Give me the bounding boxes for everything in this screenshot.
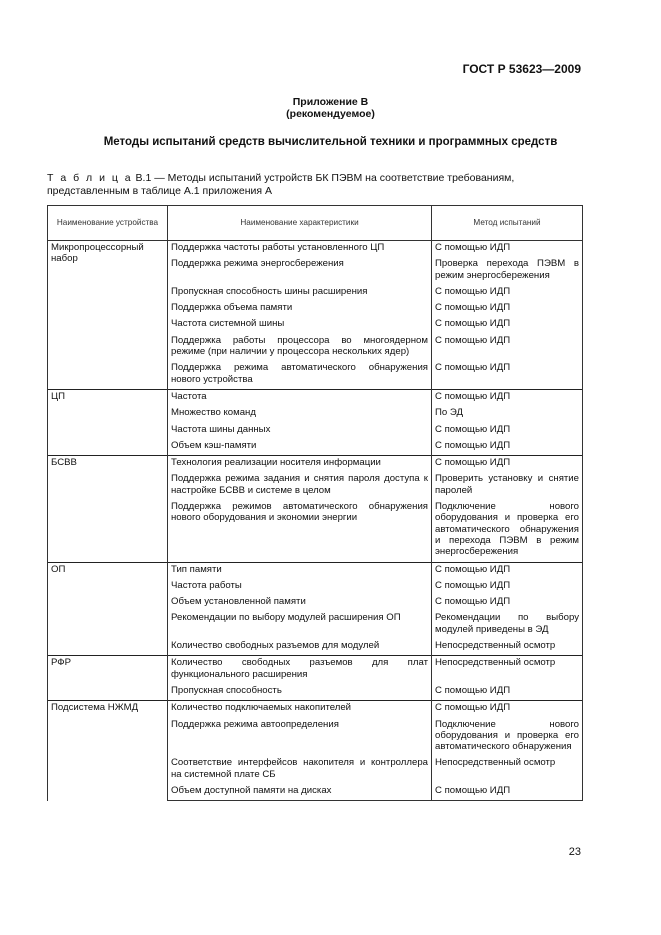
method-cell: С помощью ИДП: [432, 562, 583, 579]
page-number: 23: [568, 846, 581, 858]
device-cell: БСВВ: [48, 456, 168, 562]
characteristic-cell: Количество свободных разъемов для плат функционального расширения: [168, 656, 432, 684]
method-cell: Непосредственный осмотр: [432, 639, 583, 656]
characteristic-cell: Поддержка режимов автоматического обнаружения нового оборудования и экономии энергии: [168, 500, 432, 562]
characteristic-cell: Объем установленной памяти: [168, 595, 432, 611]
table-header-row: [48, 206, 583, 241]
device-cell: ОП: [48, 562, 168, 656]
characteristic-cell: Частота: [168, 389, 432, 406]
characteristic-cell: Поддержка режима задания и снятия пароля доступа к настройке БСВВ и системе в целом: [168, 472, 432, 500]
method-cell: Непосредственный осмотр: [432, 756, 583, 784]
method-cell: С помощью ИДП: [432, 389, 583, 406]
characteristic-cell: Пропускная способность шины расширения: [168, 285, 432, 301]
characteristic-cell: Поддержка режима автоматического обнаружения нового устройства: [168, 361, 432, 389]
method-cell: С помощью ИДП: [432, 784, 583, 801]
method-cell: С помощью ИДП: [432, 361, 583, 389]
table-row: [48, 456, 583, 473]
characteristic-cell: Технология реализации носителя информации: [168, 456, 432, 473]
method-cell: С помощью ИДП: [432, 579, 583, 595]
characteristic-cell: Соответствие интерфейсов накопителя и контроллера на системной плате СБ: [168, 756, 432, 784]
method-cell: С помощью ИДП: [432, 439, 583, 456]
method-cell: С помощью ИДП: [432, 684, 583, 701]
characteristic-cell: Объем кэш-памяти: [168, 439, 432, 456]
methods-table: [47, 205, 583, 801]
table-caption-label: Т а б л и ц а: [47, 172, 133, 184]
characteristic-cell: Количество подключаемых накопителей: [168, 701, 432, 718]
table-row: [48, 389, 583, 406]
characteristic-cell: Частота системной шины: [168, 317, 432, 333]
characteristic-cell: Поддержка режима энергосбережения: [168, 257, 432, 285]
table-row: [48, 562, 583, 579]
document-title: Методы испытаний средств вычислительной техники и программных средств: [103, 136, 558, 148]
characteristic-cell: Поддержка частоты работы установленного ЦП: [168, 241, 432, 258]
table-caption-text: В.1 — Методы испытаний устройств БК ПЭВМ на соответствие требованиям, представленным в таблице А.1 приложения А: [47, 172, 515, 197]
device-cell: РФР: [48, 656, 168, 701]
method-cell: Подключение нового оборудования и проверка его автоматического обнаружения и перехода ПЭВМ в режим энергосбережения: [432, 500, 583, 562]
method-cell: С помощью ИДП: [432, 285, 583, 301]
method-cell: Рекомендации по выбору модулей приведены в ЭД: [432, 611, 583, 639]
method-cell: Проверка перехода ПЭВМ в режим энергосбережения: [432, 257, 583, 285]
device-cell: ЦП: [48, 389, 168, 455]
method-cell: С помощью ИДП: [432, 301, 583, 317]
method-cell: Проверить установку и снятие паролей: [432, 472, 583, 500]
characteristic-cell: Поддержка режима автоопределения: [168, 718, 432, 757]
characteristic-cell: Частота работы: [168, 579, 432, 595]
table-row: [48, 701, 583, 718]
characteristic-cell: Рекомендации по выбору модулей расширения ОП: [168, 611, 432, 639]
characteristic-cell: Объем доступной памяти на дисках: [168, 784, 432, 801]
header-method: Метод испытаний: [432, 206, 583, 241]
method-cell: С помощью ИДП: [432, 317, 583, 333]
device-cell: Подсистема НЖМД: [48, 701, 168, 801]
method-cell: Подключение нового оборудования и проверка его автоматического обнаружения: [432, 718, 583, 757]
characteristic-cell: Частота шины данных: [168, 423, 432, 439]
header-device: Наименование устройства: [48, 206, 168, 241]
method-cell: С помощью ИДП: [432, 423, 583, 439]
method-cell: С помощью ИДП: [432, 701, 583, 718]
method-cell: Непосредственный осмотр: [432, 656, 583, 684]
characteristic-cell: Поддержка работы процессора во многоядерном режиме (при наличии у процессора нескольких ядер): [168, 334, 432, 362]
header-characteristic: Наименование характеристики: [168, 206, 432, 241]
device-cell: Микропроцессорный набор: [48, 241, 168, 390]
characteristic-cell: Пропускная способность: [168, 684, 432, 701]
method-cell: С помощью ИДП: [432, 456, 583, 473]
method-cell: По ЭД: [432, 406, 583, 422]
characteristic-cell: Количество свободных разъемов для модулей: [168, 639, 432, 656]
method-cell: С помощью ИДП: [432, 241, 583, 258]
characteristic-cell: Поддержка объема памяти: [168, 301, 432, 317]
annex-status: (рекомендуемое): [286, 108, 375, 120]
table-body: [48, 241, 583, 801]
table-caption: [47, 172, 589, 198]
method-cell: С помощью ИДП: [432, 334, 583, 362]
characteristic-cell: Тип памяти: [168, 562, 432, 579]
method-cell: С помощью ИДП: [432, 595, 583, 611]
table-row: [48, 656, 583, 684]
table-row: [48, 241, 583, 258]
characteristic-cell: Множество команд: [168, 406, 432, 422]
annex-title: Приложение В: [292, 96, 369, 108]
standard-number: ГОСТ Р 53623—2009: [462, 62, 581, 76]
